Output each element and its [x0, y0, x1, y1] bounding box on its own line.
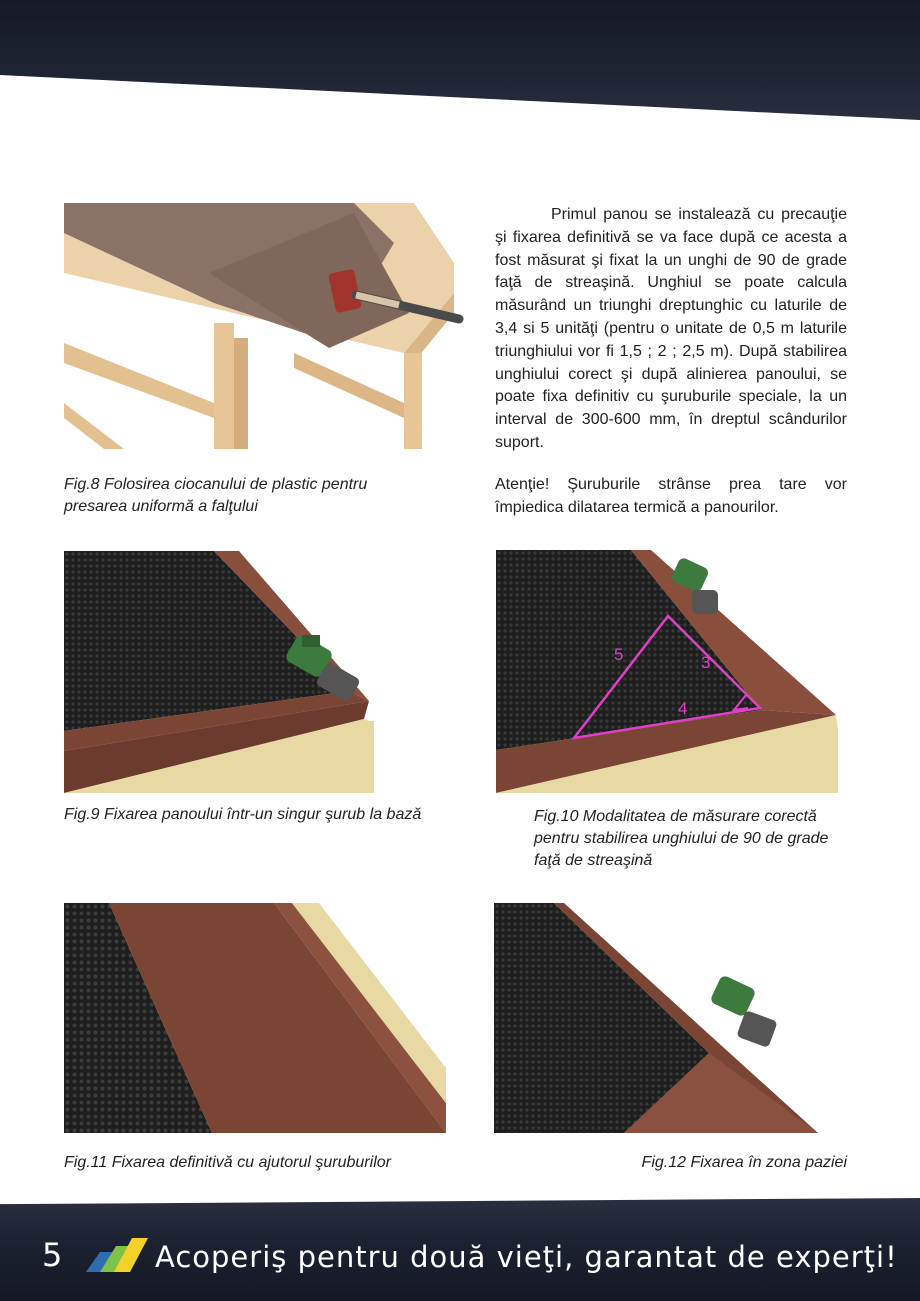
figure-11-caption: Fig.11 Fixarea definitivă cu ajutorul şuruburilor	[64, 1154, 391, 1171]
figure-9-caption: Fig.9 Fixarea panoului într-un singur şurub la bază	[64, 806, 422, 823]
figure-12-caption: Fig.12 Fixarea în zona paziei	[641, 1154, 847, 1171]
triangle-label-short: 3	[701, 653, 711, 672]
intro-paragraph-text: Primul panou se instalează cu precauţie şi fixarea definitivă se va face după ce acesta a fost măsurat şi fixat la un unghi de 90 de grade faţă de streaşină. Unghiul se poate calcula măsurând un triunghi dreptunghic cu laturile de 3,4 si 5 unităţi (pentru o unitate de 0,5 m laturile triunghiului vor fi 1,5 ; 2 ; 2,5 m). După stabilirea unghiului corect şi după alinierea panoului, se poate fixa definitiv cu şuruburile speciale, la un interval de 300-600 mm, în dreptul scândurilor suport.	[495, 206, 847, 451]
figure-12-image	[494, 903, 818, 1133]
brand-logo-icon	[86, 1238, 148, 1277]
triangle-label-hyp: 5	[614, 645, 624, 664]
figure-8-caption: Fig.8 Folosirea ciocanului de plastic pentru presarea uniformă a falţului	[64, 476, 368, 515]
top-banner	[0, 0, 920, 125]
figure-10-caption: Fig.10 Modalitatea de măsurare corectă pentru stabilirea unghiului de 90 de grade faţă de streaşină	[534, 808, 829, 869]
figure-8-image	[64, 203, 464, 449]
figure-9-image	[64, 551, 444, 793]
figure-11-image	[64, 903, 446, 1133]
page-number: 5	[42, 1236, 63, 1274]
footer-slogan: Acoperiş pentru două vieţi, garantat de experţi!	[155, 1240, 898, 1274]
triangle-label-base: 4	[678, 699, 688, 718]
figure-10-image	[496, 550, 838, 793]
intro-paragraph	[495, 204, 847, 455]
warning-paragraph: Atenţie! Şuruburile strânse prea tare vor împiedica dilatarea termică a panourilor.	[495, 476, 847, 516]
